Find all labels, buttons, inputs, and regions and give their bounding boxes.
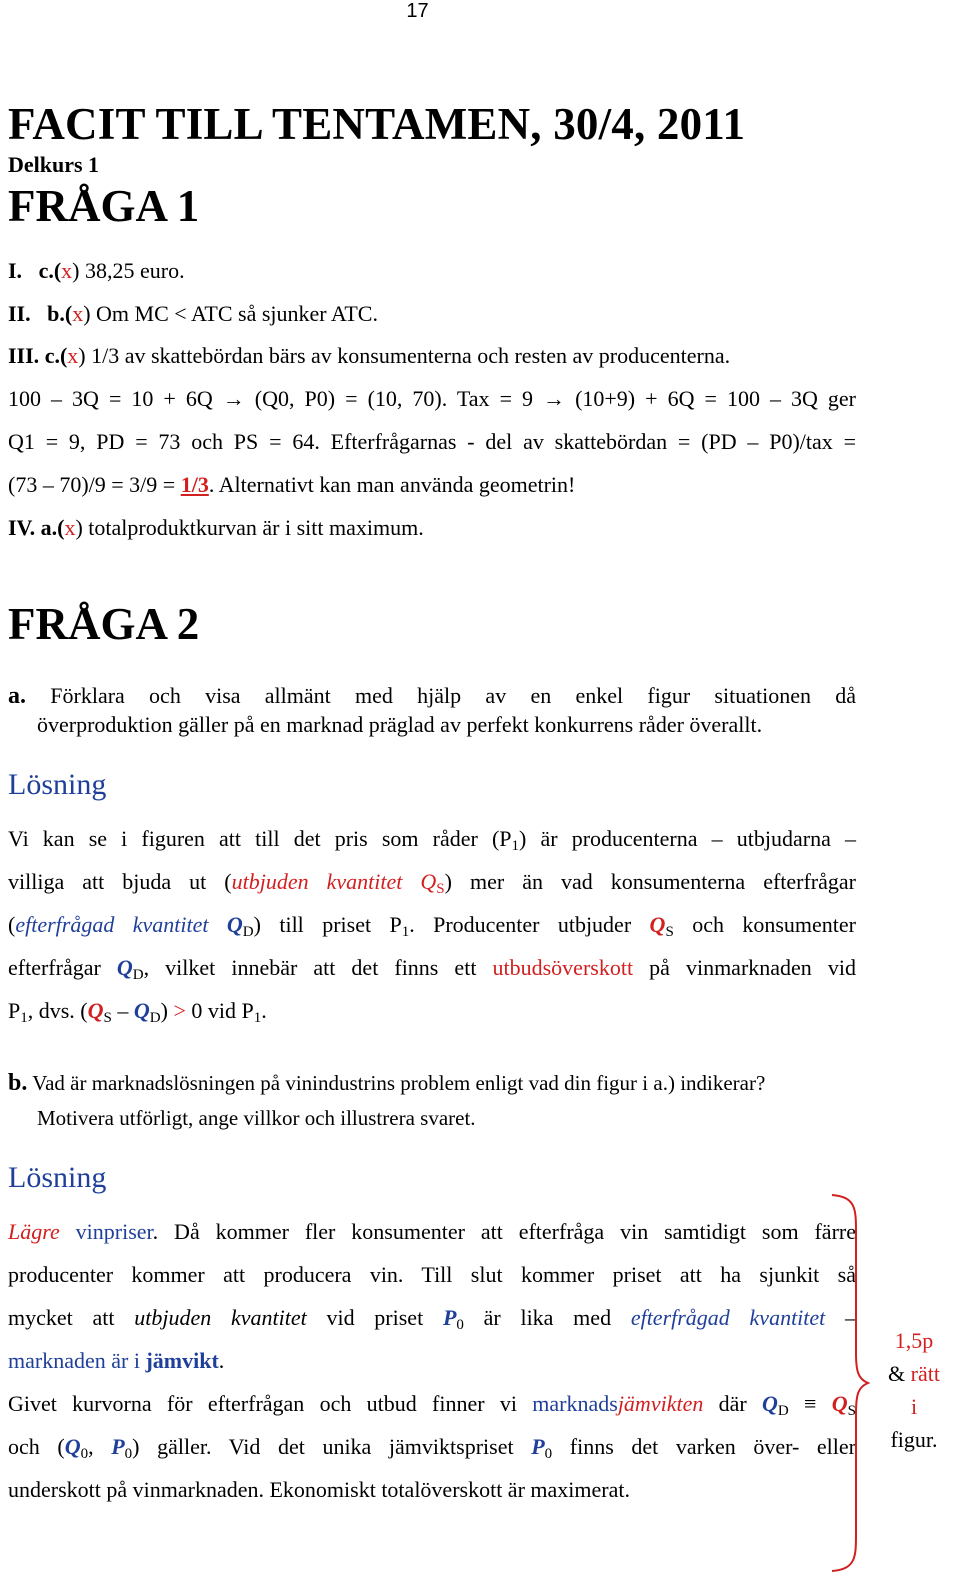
subscript: D [777, 1403, 789, 1419]
symbol-q: Q [649, 912, 666, 937]
text: , dvs. ( [27, 998, 88, 1023]
symbol-q: Q [226, 912, 243, 937]
solution-heading-b: Lösning [8, 1161, 107, 1194]
answer-mark: x [61, 258, 73, 283]
calc-line-2: Q1 = 9, PD = 73 och PS = 64. Efterfrågarnas - del av skattebördan = (PD – P0)/tax = [8, 429, 856, 454]
text: ) till priset P [253, 912, 402, 937]
term-market: marknads [532, 1391, 618, 1416]
subscript: 0 [80, 1446, 89, 1462]
subscript: 1 [253, 1010, 262, 1026]
answer-text: ) 1/3 av skattebördan bärs av konsumenterna och resten av producenterna. [78, 343, 731, 368]
text: , vilket innebär att det finns ett [143, 955, 493, 980]
term-equilibrium: jämvikten [617, 1391, 704, 1416]
question-b-line-2: Motivera utförligt, ange villkor och illustrera svaret. [37, 1106, 476, 1130]
calc-line-3-start: (73 – 70)/9 = 3/9 = [8, 472, 181, 497]
subscript: 1 [511, 838, 520, 854]
solution-a-line-5 [8, 998, 267, 1027]
subscript: 0 [544, 1446, 553, 1462]
subscript: D [242, 924, 254, 940]
subscript: S [847, 1403, 856, 1419]
symbol-q: Q [64, 1434, 81, 1459]
solution-b-line-4 [8, 1348, 224, 1374]
symbol-q: Q [87, 998, 104, 1023]
text: är lika med [463, 1305, 631, 1330]
side-note-line-4: figur. [890, 1427, 938, 1452]
symbol-equiv: ≡ [788, 1391, 832, 1416]
solution-b-line-2: producenter kommer att producera vin. Till slut kommer priset att ha sjunkit så [8, 1262, 856, 1287]
question-b-label: b. [8, 1070, 28, 1096]
text: – [111, 998, 134, 1023]
text: finns det varken över- eller [552, 1434, 856, 1459]
answer-letter: c.( [38, 258, 62, 283]
solution-a-line-1 [8, 826, 856, 855]
text: Vi kan se i figuren att till det pris som råder (P [8, 826, 512, 851]
text: där [703, 1391, 763, 1416]
term-demanded-quantity: efterfrågad kvantitet [15, 912, 227, 937]
answer-num: III. [8, 343, 40, 368]
answer-row-1 [8, 258, 185, 284]
solution-a-line-3 [8, 912, 856, 941]
text: på vinmarknaden vid [633, 955, 856, 980]
term-supplied-quantity: utbjuden kvantitet Q [231, 869, 437, 894]
subscript: 0 [124, 1446, 133, 1462]
term-surplus: utbudsöverskott [492, 955, 634, 980]
symbol-gt: > [173, 998, 186, 1023]
subscript: 0 [456, 1317, 464, 1333]
text: ) gäller. Vid det unika jämviktspriset [132, 1434, 532, 1459]
text: vid priset [306, 1305, 443, 1330]
answer-row-4 [8, 515, 424, 541]
answer-letter: c.( [44, 343, 68, 368]
solution-heading-a: Lösning [8, 768, 107, 801]
text: 0 vid P [185, 998, 254, 1023]
symbol-q: Q [831, 1391, 848, 1416]
fraga2-heading: FRÅGA 2 [8, 599, 200, 649]
text: efterfrågar [8, 955, 117, 980]
text: P [8, 998, 21, 1023]
answer-row-3 [8, 343, 730, 369]
side-note-line-3: i [910, 1394, 918, 1419]
document-subtitle: Delkurs 1 [8, 152, 100, 177]
answer-text: ) 38,25 euro. [72, 258, 185, 283]
term-lower: Lägre [8, 1219, 60, 1244]
question-b-text: Vad är marknadslösningen på vinindustrins problem enligt vad din figur i a.) indikerar? [32, 1071, 766, 1095]
side-note-correct: rätt [910, 1361, 940, 1386]
text: mycket att [8, 1305, 135, 1330]
solution-b-line-3 [8, 1305, 856, 1334]
page-number: 17 [406, 0, 429, 22]
text: Givet kurvorna för efterfrågan och utbud finner vi [8, 1391, 533, 1416]
symbol-p: P [442, 1305, 457, 1330]
answer-row-2 [8, 301, 378, 327]
question-a-text: Förklara och visa allmänt med hjälp av en enkel figur situationen då [50, 683, 856, 708]
answer-mark: x [72, 301, 84, 326]
calc-answer: 1/3 [180, 472, 209, 497]
subscript: 1 [401, 924, 410, 940]
question-b-line-1 [8, 1070, 765, 1097]
solution-b-line-7: underskott på vinmarknaden. Ekonomiskt totalöverskott är maximerat. [8, 1477, 630, 1502]
text: ( [8, 912, 16, 937]
text: , [88, 1434, 112, 1459]
solution-a-line-2 [8, 869, 856, 898]
text: och konsumenter [673, 912, 856, 937]
answer-num: I. [8, 258, 23, 283]
subscript: 1 [20, 1010, 28, 1026]
text: ) [160, 998, 174, 1023]
symbol-q: Q [133, 998, 150, 1023]
text: . [218, 1348, 225, 1373]
answer-text: ) totalproduktkurvan är i sitt maximum. [75, 515, 424, 540]
answer-text: ) Om MC < ATC så sjunker ATC. [83, 301, 378, 326]
fraga1-heading: FRÅGA 1 [8, 181, 200, 231]
subscript: S [665, 924, 674, 940]
solution-a-line-4 [8, 955, 856, 984]
solution-b-line-1 [8, 1219, 856, 1245]
text: – [825, 1305, 857, 1330]
answer-letter: a.( [40, 515, 65, 540]
answer-num: IV. [8, 515, 36, 540]
text: ) mer än vad konsumenterna efterfrågar [444, 869, 856, 894]
term-wine-prices: vinpriser [59, 1219, 153, 1244]
subscript: D [149, 1010, 161, 1026]
calc-line-3 [8, 472, 575, 498]
symbol-q: Q [116, 955, 133, 980]
side-note-points: 1,5p [894, 1328, 934, 1353]
question-a-line-2: överproduktion gäller på en marknad präglad av perfekt konkurrens råder överallt. [37, 712, 763, 737]
document-title: FACIT TILL TENTAMEN, 30/4, 2011 [8, 99, 746, 149]
text: villiga att bjuda ut ( [8, 869, 232, 894]
curly-brace [826, 1193, 870, 1573]
answer-mark: x [64, 515, 76, 540]
symbol-p: P [531, 1434, 545, 1459]
answer-letter: b.( [47, 301, 73, 326]
term-demanded-quantity: efterfrågad kvantitet [630, 1305, 826, 1330]
subscript: S [436, 881, 445, 897]
text: marknaden är i [8, 1348, 146, 1373]
answer-num: II. [8, 301, 31, 326]
solution-b-line-6 [8, 1434, 856, 1463]
text: . Då kommer fler konsumenter att efterfråga vin samtidigt som färre [152, 1219, 856, 1244]
subscript: S [103, 1010, 112, 1026]
question-a-line-1 [8, 683, 856, 710]
text: . [261, 998, 267, 1023]
calc-line-1: 100 – 3Q = 10 + 6Q → (Q0, P0) = (10, 70). Tax = 9 → (10+9) + 6Q = 100 – 3Q ger [8, 386, 856, 411]
text: ) är producenterna – utbjudarna – [519, 826, 856, 851]
symbol-q: Q [762, 1391, 778, 1416]
subscript: D [132, 967, 144, 983]
text: . Producenter utbjuder [409, 912, 650, 937]
symbol-p: P [111, 1434, 125, 1459]
solution-b-line-5 [8, 1391, 856, 1420]
answer-mark: x [67, 343, 79, 368]
term-equilibrium: jämvikt [145, 1348, 219, 1373]
calc-line-3-end: . Alternativt kan man använda geometrin! [208, 472, 576, 497]
side-note-line-2: & rätt [888, 1361, 940, 1386]
term-supplied-quantity: utbjuden kvantitet [134, 1305, 307, 1330]
text: och ( [8, 1434, 65, 1459]
question-a-label: a. [8, 683, 26, 709]
